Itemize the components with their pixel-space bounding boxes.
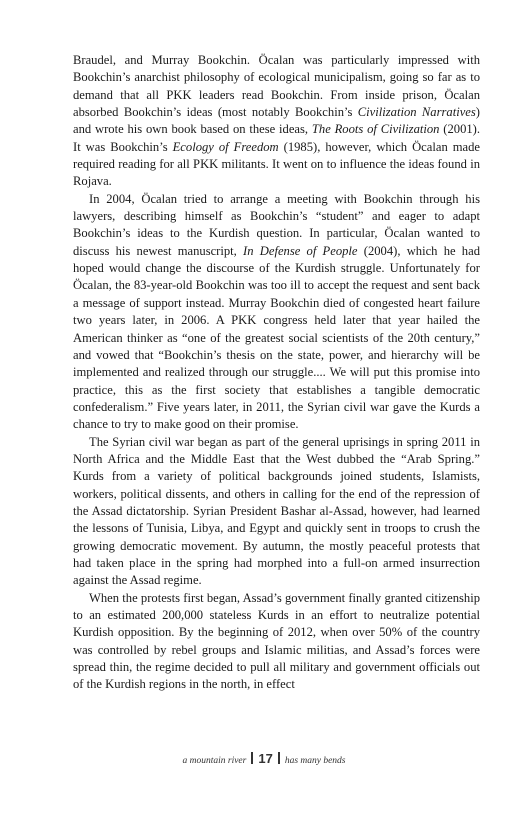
italic-title: Civilization Narratives — [357, 105, 476, 120]
paragraph-1 — [73, 52, 480, 191]
footer-book-title-right: has many bends — [284, 756, 346, 766]
text-run: When the protests first began, Assad’s government finally granted citizenship to an estimated 200,000 stateless Kurds in an effort to neutralize potential Kurdish opposition. By the beginning of 2012, when over 50% of the country was controlled by rebel groups and Islamic militias, and Assad’s forces were spread thin, the regime decided to pull all military and government officials out of the Kurdish regions in the north, in effect — [73, 590, 480, 692]
text-run: ) and wrote his own book based on these ideas, — [73, 105, 480, 137]
paragraph-4 — [73, 590, 480, 694]
text-run: (2001). It was Bookchin’s — [73, 122, 481, 154]
footer-divider — [251, 752, 253, 764]
paragraph-3 — [73, 434, 480, 590]
italic-title: Ecology of Freedom — [172, 139, 279, 154]
page-number: 17 — [258, 751, 273, 766]
running-footer — [0, 750, 528, 768]
text-run: (2004), which he had hoped would change the discourse of the Kurdish struggle. Unfortunately for Öcalan, the 83-year-old Bookchin was too ill to accept the request and sent back a message of support instead. Murray Bookchin died of congested heart failure two years later, in 2006. A PKK congress held later that year hailed the American thinker as “one of the greatest social scientists of the 20th century,” and vowed that “Bookchin’s thesis on the state, power, and hierarchy will be implemented and realized through our struggle.... We will put this promise into practice, this as the first society that establishes a tangible democratic confederalism.” Five years later, in 2011, the Syrian civil war gave the Kurds a chance to try to make good on their promise. — [73, 243, 480, 432]
italic-title: In Defense of People — [243, 243, 358, 258]
body-text — [73, 52, 480, 694]
paragraph-2 — [73, 191, 480, 434]
text-run: The Syrian civil war began as part of the general uprisings in spring 2011 in North Africa and the Middle East that the West dubbed the “Arab Spring.” Kurds from a variety of political backgrounds joined students, Islamists, workers, political dissents, and others in calling for the end of the repression of the Assad dictatorship. Syrian President Bashar al-Assad, however, had learned the lessons of Tunisia, Libya, and Egypt and quickly sent in troops to crush the growing democratic movement. By autumn, the mostly peaceful protests that had taken place in the spring had morphed into a full-on armed insurrection against the Assad regime. — [73, 434, 480, 588]
text-run: (1985), however, which Öcalan made required reading for all PKK militants. It went on to influence the ideas found in Rojava. — [73, 139, 480, 189]
italic-title: The Roots of Civilization — [311, 122, 440, 137]
footer-divider — [278, 752, 280, 764]
text-run: In 2004, Öcalan tried to arrange a meeting with Bookchin through his lawyers, describing himself as Bookchin’s “student” and eager to adapt Bookchin’s ideas to the Kurdish question. In particular, Öcalan wanted to discuss his newest manuscript, — [73, 191, 480, 258]
text-run: Braudel, and Murray Bookchin. Öcalan was particularly impressed with Bookchin’s anarchist philosophy of ecological municipalism, going so far as to demand that all PKK leaders read Bookchin. From inside prison, Öcalan absorbed Bookchin’s ideas (most notably Bookchin’s — [73, 53, 480, 120]
footer-book-title-left: a mountain river — [182, 756, 247, 766]
